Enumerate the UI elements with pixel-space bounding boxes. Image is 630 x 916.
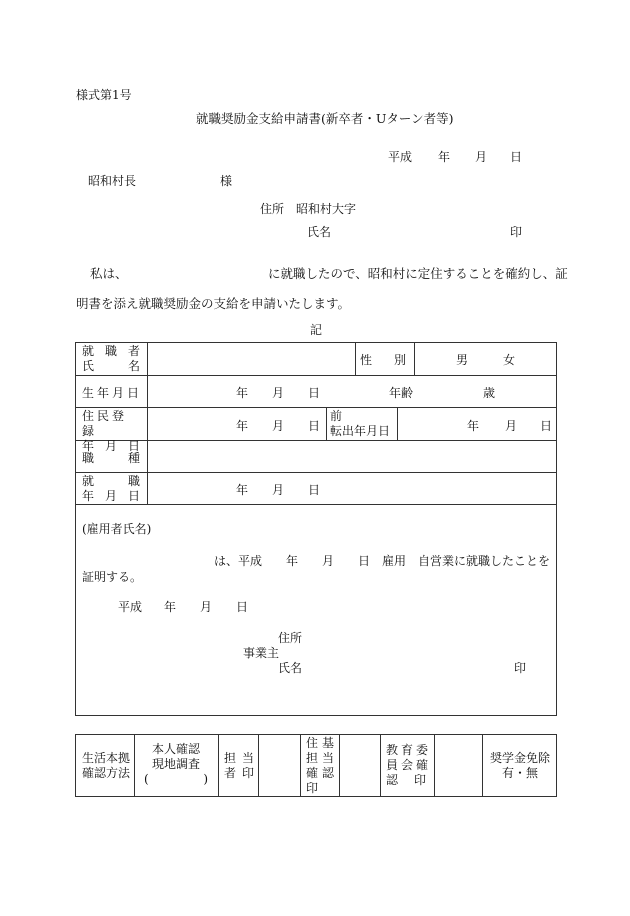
sex-label: 性 別: [360, 353, 406, 367]
worker-name-label: 就 職 者 氏 名: [82, 344, 140, 373]
registry-month: 月: [272, 419, 285, 433]
applicant-name-label: 氏名: [307, 225, 332, 239]
date-day: 日: [510, 150, 523, 164]
employment-date-label: 就 職 年 月 日: [82, 474, 140, 503]
date-year: 年: [438, 150, 451, 164]
honorific: 様: [220, 174, 233, 188]
employer-seal: 印: [514, 661, 527, 675]
birth-year: 年: [236, 386, 249, 400]
addressee: 昭和村長: [88, 174, 137, 188]
applicant-address-value: 昭和村大字: [296, 202, 357, 216]
birth-date-label: 生年月日: [82, 386, 143, 400]
registry-year: 年: [236, 419, 249, 433]
education-board-label: 教 育 委 員 会 確 認 印: [386, 743, 428, 787]
sex-female[interactable]: 女: [503, 353, 516, 367]
worker-name-field[interactable]: [148, 343, 354, 374]
job-type-label: 職 種: [82, 451, 140, 465]
registry-seal-box[interactable]: [340, 735, 379, 796]
age-unit: 歳: [483, 386, 496, 400]
employment-year: 年: [236, 483, 249, 497]
scholarship-exemption: 奨学金免除 有・無: [489, 751, 550, 780]
date-month: 月: [475, 150, 488, 164]
applicant-seal: 印: [510, 225, 523, 239]
employer-address-label: 住所: [278, 631, 303, 645]
age-label: 年齢: [389, 386, 414, 400]
staff-seal-box[interactable]: [259, 735, 299, 796]
moveout-year: 年: [467, 419, 480, 433]
body-line1-end: に就職したので、昭和村に定住することを確約し、証: [268, 266, 568, 281]
job-type-field[interactable]: [148, 441, 556, 471]
registry-day: 日: [308, 419, 321, 433]
staff-seal-label: 担 当 者 印: [224, 751, 254, 780]
check-type: 本人確認 現地調査 ( ): [144, 742, 208, 786]
employment-month: 月: [272, 483, 285, 497]
residence-check-method: 生活本拠 確認方法: [82, 751, 131, 780]
certificate-line2: 証明する。: [82, 570, 143, 584]
form-title: 就職奨励金支給申請書(新卒者・Uターン者等): [196, 111, 454, 126]
form-number: 様式第1号: [76, 88, 132, 102]
sex-male[interactable]: 男: [456, 353, 469, 367]
birth-month: 月: [272, 386, 285, 400]
birth-day: 日: [308, 386, 321, 400]
prev-moveout-label: 前 転出年月日: [330, 409, 391, 438]
moveout-month: 月: [505, 419, 518, 433]
body-line2: 明書を添え就職奨励金の支給を申請いたします。: [76, 296, 351, 311]
employer-name-label: (雇用者氏名): [82, 522, 152, 536]
education-seal-box[interactable]: [435, 735, 481, 796]
employer-label: 事業主: [243, 646, 280, 660]
employer-name-field-label: 氏名: [278, 661, 303, 675]
ki-label: 記: [310, 323, 323, 337]
certificate-line1: は、平成 年 月 日 雇用 自営業に就職したことを: [214, 554, 551, 568]
registry-date-label: 住民登録 年 月 日: [82, 409, 140, 453]
employment-day: 日: [308, 483, 321, 497]
applicant-address-label: 住所: [260, 202, 285, 216]
body-line1-start: 私は、: [90, 266, 128, 281]
date-era: 平成: [388, 150, 413, 164]
moveout-day: 日: [540, 419, 553, 433]
registry-staff-label: 住 基 担 当 確 認 印: [306, 736, 334, 795]
